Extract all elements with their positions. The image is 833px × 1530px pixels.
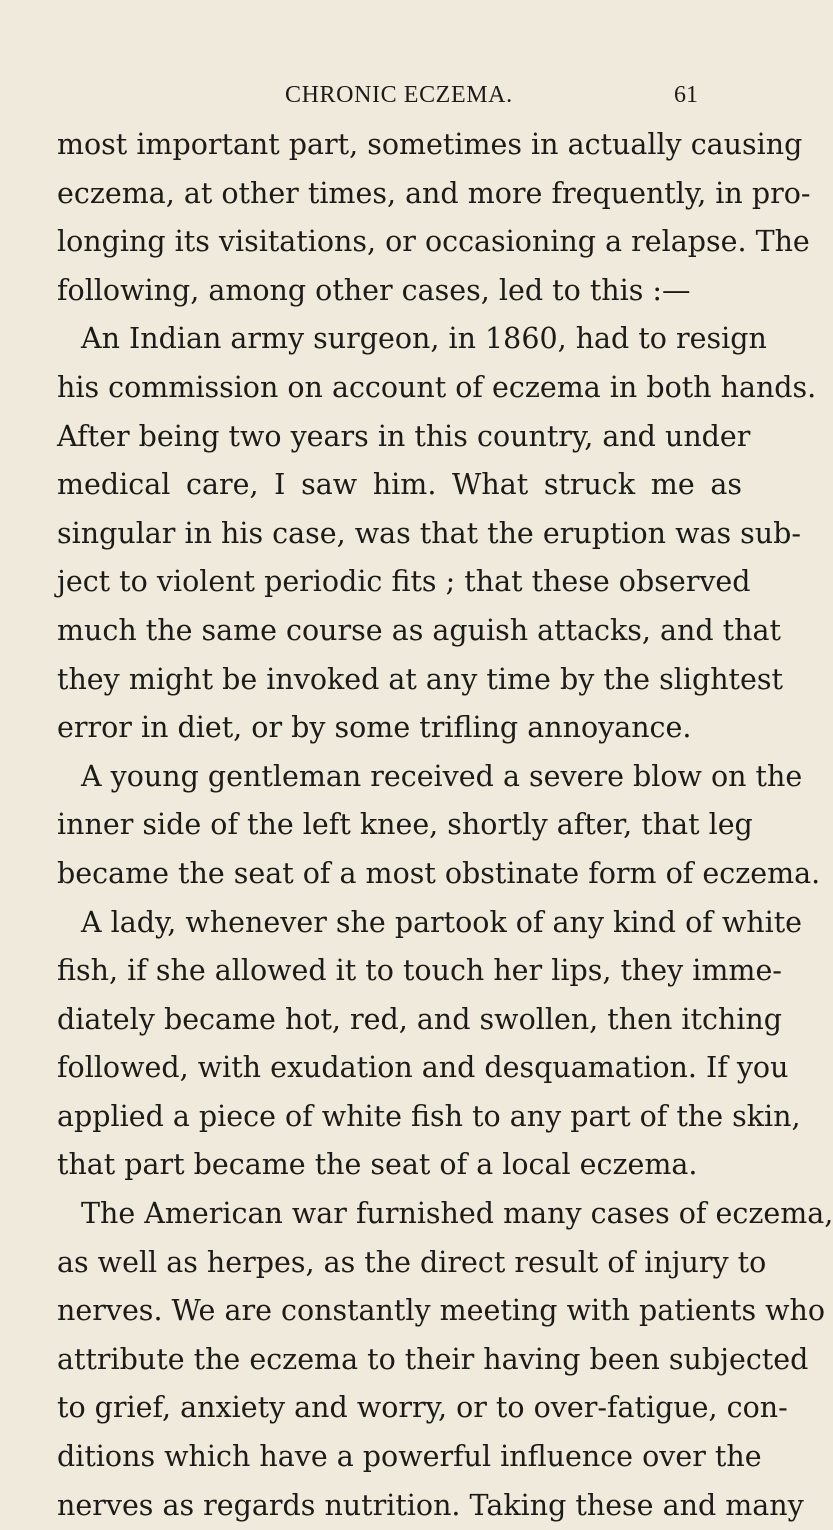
text-line: error in diet, or by some trifling annoyance. <box>57 711 692 745</box>
page-number: 61 <box>674 82 698 108</box>
text-line: following, among other cases, led to this :— <box>57 273 691 307</box>
text-line: nerves. We are constantly meeting with patients who <box>57 1294 826 1328</box>
text-line: nerves as regards nutrition. Taking these and many <box>57 1488 804 1522</box>
text-line: most important part, sometimes in actually causing <box>57 128 803 161</box>
text-line: medical care, I saw him. What struck me as <box>57 468 742 502</box>
text-line: inner side of the left knee, shortly after, that leg <box>57 808 753 842</box>
text-line: A lady, whenever she partook of any kind of white <box>81 905 803 939</box>
text-line: his commission on account of eczema in both hands. <box>57 370 817 404</box>
text-line: as well as herpes, as the direct result of injury to <box>57 1245 767 1279</box>
text-line: applied a piece of white fish to any part of the skin, <box>57 1099 801 1133</box>
text-line: diately became hot, red, and swollen, then itching <box>57 1002 782 1036</box>
text-line: much the same course as aguish attacks, and that <box>57 613 781 647</box>
text-line: After being two years in this country, and under <box>57 419 751 453</box>
text-line: The American war furnished many cases of eczema, <box>81 1197 833 1231</box>
body-text <box>57 121 833 1530</box>
text-line: that part became the seat of a local eczema. <box>57 1148 698 1182</box>
text-line: ject to violent periodic fits ; that these observed <box>57 565 751 599</box>
text-line: became the seat of a most obstinate form of eczema. <box>57 856 821 890</box>
text-line: An Indian army surgeon, in 1860, had to resign <box>81 322 767 356</box>
text-line: to grief, anxiety and worry, or to over-fatigue, con- <box>57 1391 788 1425</box>
text-line: A young gentleman received a severe blow on the <box>81 759 803 793</box>
text-line: fish, if she allowed it to touch her lips, they imme- <box>57 954 782 988</box>
running-head <box>0 78 800 112</box>
text-line: attribute the eczema to their having been subjected <box>57 1342 809 1376</box>
text-line: ditions which have a powerful influence over the <box>57 1440 762 1474</box>
text-line: longing its visitations, or occasioning a relapse. The <box>57 225 810 259</box>
text-line: eczema, at other times, and more frequently, in pro- <box>57 176 811 210</box>
running-title: CHRONIC ECZEMA. <box>285 82 513 108</box>
text-line: followed, with exudation and desquamation. If you <box>57 1051 789 1085</box>
text-line: singular in his case, was that the eruption was sub- <box>57 516 802 550</box>
text-line: they might be invoked at any time by the slightest <box>57 662 783 696</box>
